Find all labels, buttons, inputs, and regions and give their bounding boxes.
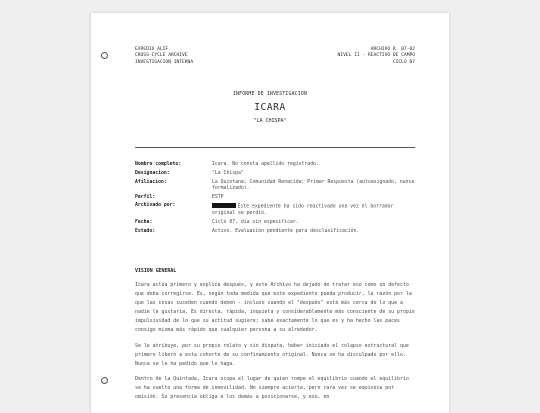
field-row [135, 229, 415, 235]
paragraph: Icara actúa primero y explica después, y este Archivo ha dejado de tratar eso como un defecto que deba corregirse. Es, según toda medida que este expediente pueda producir, la razón por la que las cosas suceden cuando deben - incluso cuando el "después" está más cerca de lo que a nadie le gustaría. Es directa, rápida, inquieta y considerablemente más consciente de su propio impulsividad de lo que su actitud sugiere; sabe exactamente lo que es y ha hecho las paces consigo misma más rápido que cualquier persona a su alrededor. [135, 282, 415, 334]
header-left-block [135, 47, 193, 66]
record-fields [135, 162, 415, 237]
field-label: Perfil: [135, 194, 156, 200]
binder-hole-top [101, 52, 108, 59]
field-row [135, 162, 415, 168]
section-title: VISION GENERAL [135, 268, 177, 274]
field-value: La Quintana; Comunidad Renacida; Primer Respuesta (autoasignado, nunca formalizado). [212, 179, 415, 191]
field-value: Icara. No consta apellido registrado. [212, 162, 319, 167]
header-left-line: INVESTIGACION INTERNA [135, 59, 194, 65]
header-left-line: CROSS-CYCLE ARCHIVE [135, 53, 188, 59]
field-row [135, 203, 415, 217]
field-label: Estado: [135, 228, 156, 234]
field-row [135, 220, 415, 226]
field-label: Archivado por: [135, 203, 176, 209]
paragraph: Dentro de la Quintada, Icara ocupa el lugar de quien rompe el equilibrio cuando el equilibrio se ha vuelto una forma de inmovilidad. No siempre acierta, pero rara vez se equivoca por omisión. Su presencia obliga a los demás a posicionarse, y eso, en [135, 375, 409, 401]
header-left-line: EXPEDIO ALIF [135, 47, 169, 52]
field-value: "La Chispa" [212, 170, 244, 176]
field-row [135, 180, 415, 192]
field-value: Ciclo 07, día sin especificar. [212, 219, 299, 225]
field-row [135, 171, 415, 177]
field-label: Afiliacion: [135, 179, 167, 185]
field-row [135, 195, 415, 201]
overview-section [135, 268, 415, 408]
divider [135, 147, 415, 148]
header-right-line: ARCHIVO R. 07-02 [370, 47, 415, 52]
report-label: INFORME DE INVESTIGACION [232, 92, 308, 97]
field-label: Fecha: [135, 219, 153, 225]
header-right-block [338, 47, 415, 66]
subject-alias: "LA CHISPA" [253, 118, 287, 124]
field-value: ESTP [212, 194, 224, 200]
field-value-redacted [212, 203, 415, 217]
header-right-line: CICLO 07 [392, 59, 415, 65]
paragraph: Se le atribuye, por su propio relato y sin disputa, haber iniciado el colapso estructural que primero liberó a esta cohorte de su confinamiento original. Nunca se ha disculpado por ello. Nunca se le ha pedido que lo haga. [135, 342, 409, 367]
field-label: Designacion: [135, 170, 170, 176]
subject-name: ICARA [254, 102, 286, 113]
binder-hole-bottom [101, 377, 108, 384]
field-label: Nombre completo: [135, 162, 182, 167]
redaction-bar [212, 203, 236, 208]
field-value-text: Este expediente ha sido reactivado una vez el borrador original se perdió. [212, 204, 394, 216]
header-right-line: NIVEL II - REACTIVO DE CAMPO [337, 53, 415, 59]
field-value: Activo. Evaluación pendiente para desclasificación. [212, 228, 360, 234]
document-page [91, 13, 449, 413]
